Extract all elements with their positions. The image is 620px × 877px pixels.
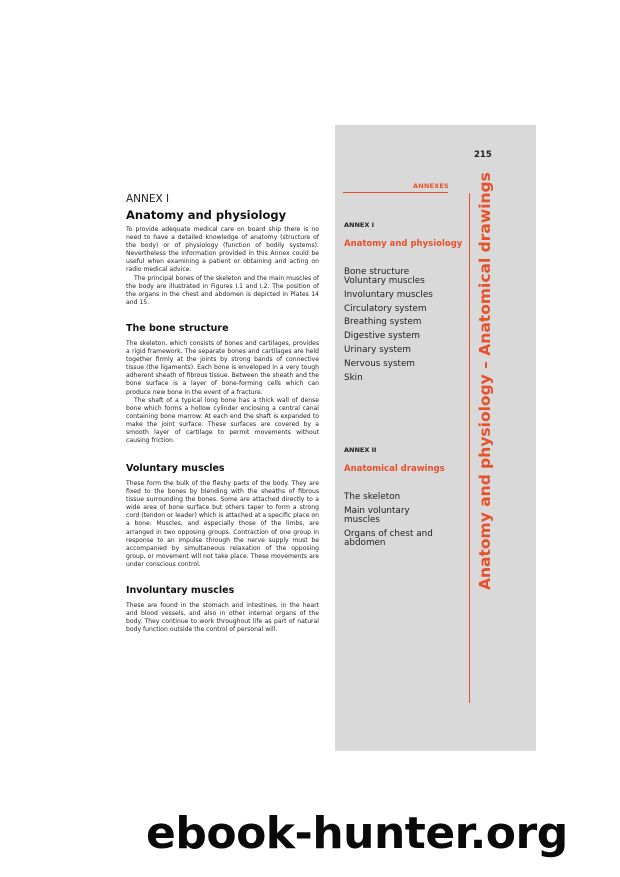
- side-panel: [335, 125, 536, 751]
- annexes-label: ANNEXES: [413, 182, 449, 190]
- watermark-text: ebook-hunter.org: [146, 808, 568, 859]
- toc-item-urinary-system: Urinary system: [344, 344, 411, 355]
- intro-paragraph-2: The principal bones of the skeleton and the main muscles of the body are illustrated in Figures I.1 and I.2. The position of the organs in the chest and abdomen is depicted in Plates 14 and 15.: [126, 274, 319, 306]
- toc-annex1-heading: ANNEX I: [344, 221, 375, 229]
- toc-item-organs-chest-abdomen: Organs of chest and abdomen: [344, 528, 433, 548]
- toc-item-digestive-system: Digestive system: [344, 331, 420, 342]
- toc-annex2-heading: ANNEX II: [344, 446, 377, 454]
- toc-item-circulatory-system: Circulatory system: [344, 303, 427, 314]
- voluntary-paragraph-1: These form the bulk of the fleshy parts of the body. They are fixed to the bones by blending with the sheaths of fibrous tissue surrounding the bones. Some are attached directly to a wide area of bone surface but others taper to form a strong cord (tendon or leader) which is attached at a specific place on a bone. Muscles, and especially those of the limbs, are arranged in two opposing groups. Contraction of one group in response to an impulse through the nerve supply must be accompanied by simultaneous relaxation of the opposing group, or movement will not take place. These movements are under conscious control.: [126, 480, 319, 568]
- page-title: Anatomy and physiology: [126, 208, 287, 222]
- involuntary-paragraph-1: These are found in the stomach and intestines, in the heart and blood vessels, and also in other internal organs of the body. They continue to work throughout life as part of natural body function outside the control of personal will.: [126, 602, 319, 634]
- section-body-voluntary-muscles: [126, 480, 319, 569]
- toc-annex2-title: Anatomical drawings: [344, 464, 445, 474]
- toc-annex1-list: [344, 268, 433, 387]
- toc-item-nervous-system: Nervous system: [344, 358, 415, 369]
- toc-item-skin: Skin: [344, 372, 363, 383]
- section-heading-voluntary-muscles: Voluntary muscles: [126, 463, 225, 474]
- intro-paragraph-1: To provide adequate medical care on board ship there is no need to have a detailed knowledge of anatomy (structure of the body) or of physiology (function of bodily systems). Nevertheless the information provided in this Annex could be useful when examining a patient or obtaining and acting on radio medical advice.: [126, 226, 319, 274]
- toc-item-skeleton: The skeleton: [344, 492, 401, 502]
- intro-text: [126, 226, 319, 307]
- page-number: 215: [474, 150, 492, 160]
- toc-item-voluntary-muscles: Voluntary muscles: [344, 276, 425, 286]
- toc-item-main-voluntary-muscles: Main voluntary muscles: [344, 505, 410, 525]
- section-heading-bone-structure: The bone structure: [126, 323, 229, 334]
- annex-label: ANNEX I: [126, 193, 170, 205]
- toc-item-breathing-system: Breathing system: [344, 317, 422, 328]
- vertical-title: Anatomy and physiology – Anatomical drawings: [476, 172, 494, 590]
- bone-paragraph-2: The shaft of a typical long bone has a thick wall of dense bone which forms a hollow cylinder enclosing a central canal containing bone marrow. At each end the shaft is expanded to make the joint surface. These surfaces are covered by a smooth layer of cartilage to permit movements without causing friction.: [126, 396, 319, 445]
- section-body-bone-structure: [126, 340, 319, 445]
- vertical-rule: [469, 193, 470, 703]
- section-heading-involuntary-muscles: Involuntary muscles: [126, 585, 235, 596]
- annexes-rule: [343, 192, 448, 193]
- section-body-involuntary-muscles: [126, 602, 319, 634]
- bone-paragraph-1: The skeleton, which consists of bones and cartilages, provides a rigid framework. The separate bones and cartilages are held together firmly at the joints by strong bands of connective tissue (the ligaments). Each bone is enveloped in a very tough adherent sheath of fibrous tissue. Between the sheath and the bone surface is a layer of bone-forming cells which can produce new bone in the event of a fracture.: [126, 340, 319, 396]
- toc-annex1-title: Anatomy and physiology: [344, 239, 463, 249]
- toc-item-bone-structure: Bone structure: [344, 267, 410, 277]
- toc-annex2-list: [344, 493, 434, 552]
- toc-item-involuntary-muscles: Involuntary muscles: [344, 289, 433, 300]
